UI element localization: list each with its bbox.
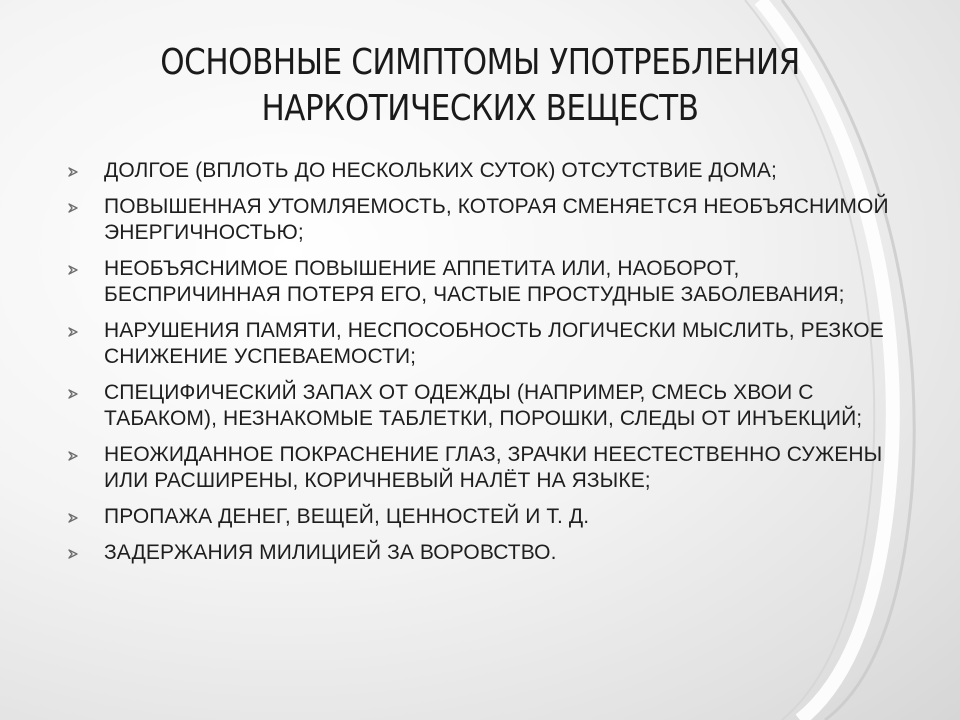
arrowhead-bullet-icon bbox=[68, 389, 80, 399]
arrowhead-bullet-icon bbox=[68, 451, 80, 461]
arrowhead-bullet-icon bbox=[68, 203, 80, 213]
arrowhead-bullet-icon bbox=[68, 265, 80, 275]
bullet-text: ПОВЫШЕННАЯ УТОМЛЯЕМОСТЬ, КОТОРАЯ СМЕНЯЕТСЯ НЕОБЪЯСНИМОЙ ЭНЕРГИЧНОСТЬЮ; bbox=[104, 195, 889, 244]
bullet-text: ЗАДЕРЖАНИЯ МИЛИЦИЕЙ ЗА ВОРОВСТВО. bbox=[104, 541, 557, 564]
arrowhead-bullet-icon bbox=[68, 327, 80, 337]
list-item bbox=[66, 256, 896, 308]
bullet-text: НЕОБЪЯСНИМОЕ ПОВЫШЕНИЕ АППЕТИТА ИЛИ, НАОБОРОТ, БЕСПРИЧИННАЯ ПОТЕРЯ ЕГО, ЧАСТЫЕ ПРОСТУДНЫЕ ЗАБОЛЕВАНИЯ; bbox=[104, 257, 845, 306]
bullet-text: СПЕЦИФИЧЕСКИЙ ЗАПАХ ОТ ОДЕЖДЫ (НАПРИМЕР, СМЕСЬ ХВОИ С ТАБАКОМ), НЕЗНАКОМЫЕ ТАБЛЕТКИ, ПОРОШКИ, СЛЕДЫ ОТ ИНЪЕКЦИЙ; bbox=[104, 381, 863, 430]
bullet-text: НЕОЖИДАННОЕ ПОКРАСНЕНИЕ ГЛАЗ, ЗРАЧКИ НЕЕСТЕСТВЕННО СУЖЕНЫ ИЛИ РАСШИРЕНЫ, КОРИЧНЕВЫЙ НАЛЁТ НА ЯЗЫКЕ; bbox=[104, 443, 883, 492]
arrowhead-bullet-icon bbox=[68, 167, 80, 177]
arrowhead-bullet-icon bbox=[68, 513, 80, 523]
list-item bbox=[66, 540, 896, 566]
bullet-text: ПРОПАЖА ДЕНЕГ, ВЕЩЕЙ, ЦЕННОСТЕЙ И Т. Д. bbox=[104, 505, 590, 528]
bullet-text: ДОЛГОЕ (ВПЛОТЬ ДО НЕСКОЛЬКИХ СУТОК) ОТСУТСТВИЕ ДОМА; bbox=[104, 159, 777, 182]
arrowhead-bullet-icon bbox=[68, 549, 80, 559]
bullet-list bbox=[66, 158, 896, 576]
list-item bbox=[66, 158, 896, 184]
list-item bbox=[66, 318, 896, 370]
slide-title: ОСНОВНЫЕ СИМПТОМЫ УПОТРЕБЛЕНИЯ НАРКОТИЧЕСКИХ ВЕЩЕСТВ bbox=[160, 42, 800, 129]
list-item bbox=[66, 380, 896, 432]
list-item bbox=[66, 504, 896, 530]
list-item bbox=[66, 442, 896, 494]
list-item bbox=[66, 194, 896, 246]
bullet-text: НАРУШЕНИЯ ПАМЯТИ, НЕСПОСОБНОСТЬ ЛОГИЧЕСКИ МЫСЛИТЬ, РЕЗКОЕ СНИЖЕНИЕ УСПЕВАЕМОСТИ; bbox=[104, 319, 884, 368]
